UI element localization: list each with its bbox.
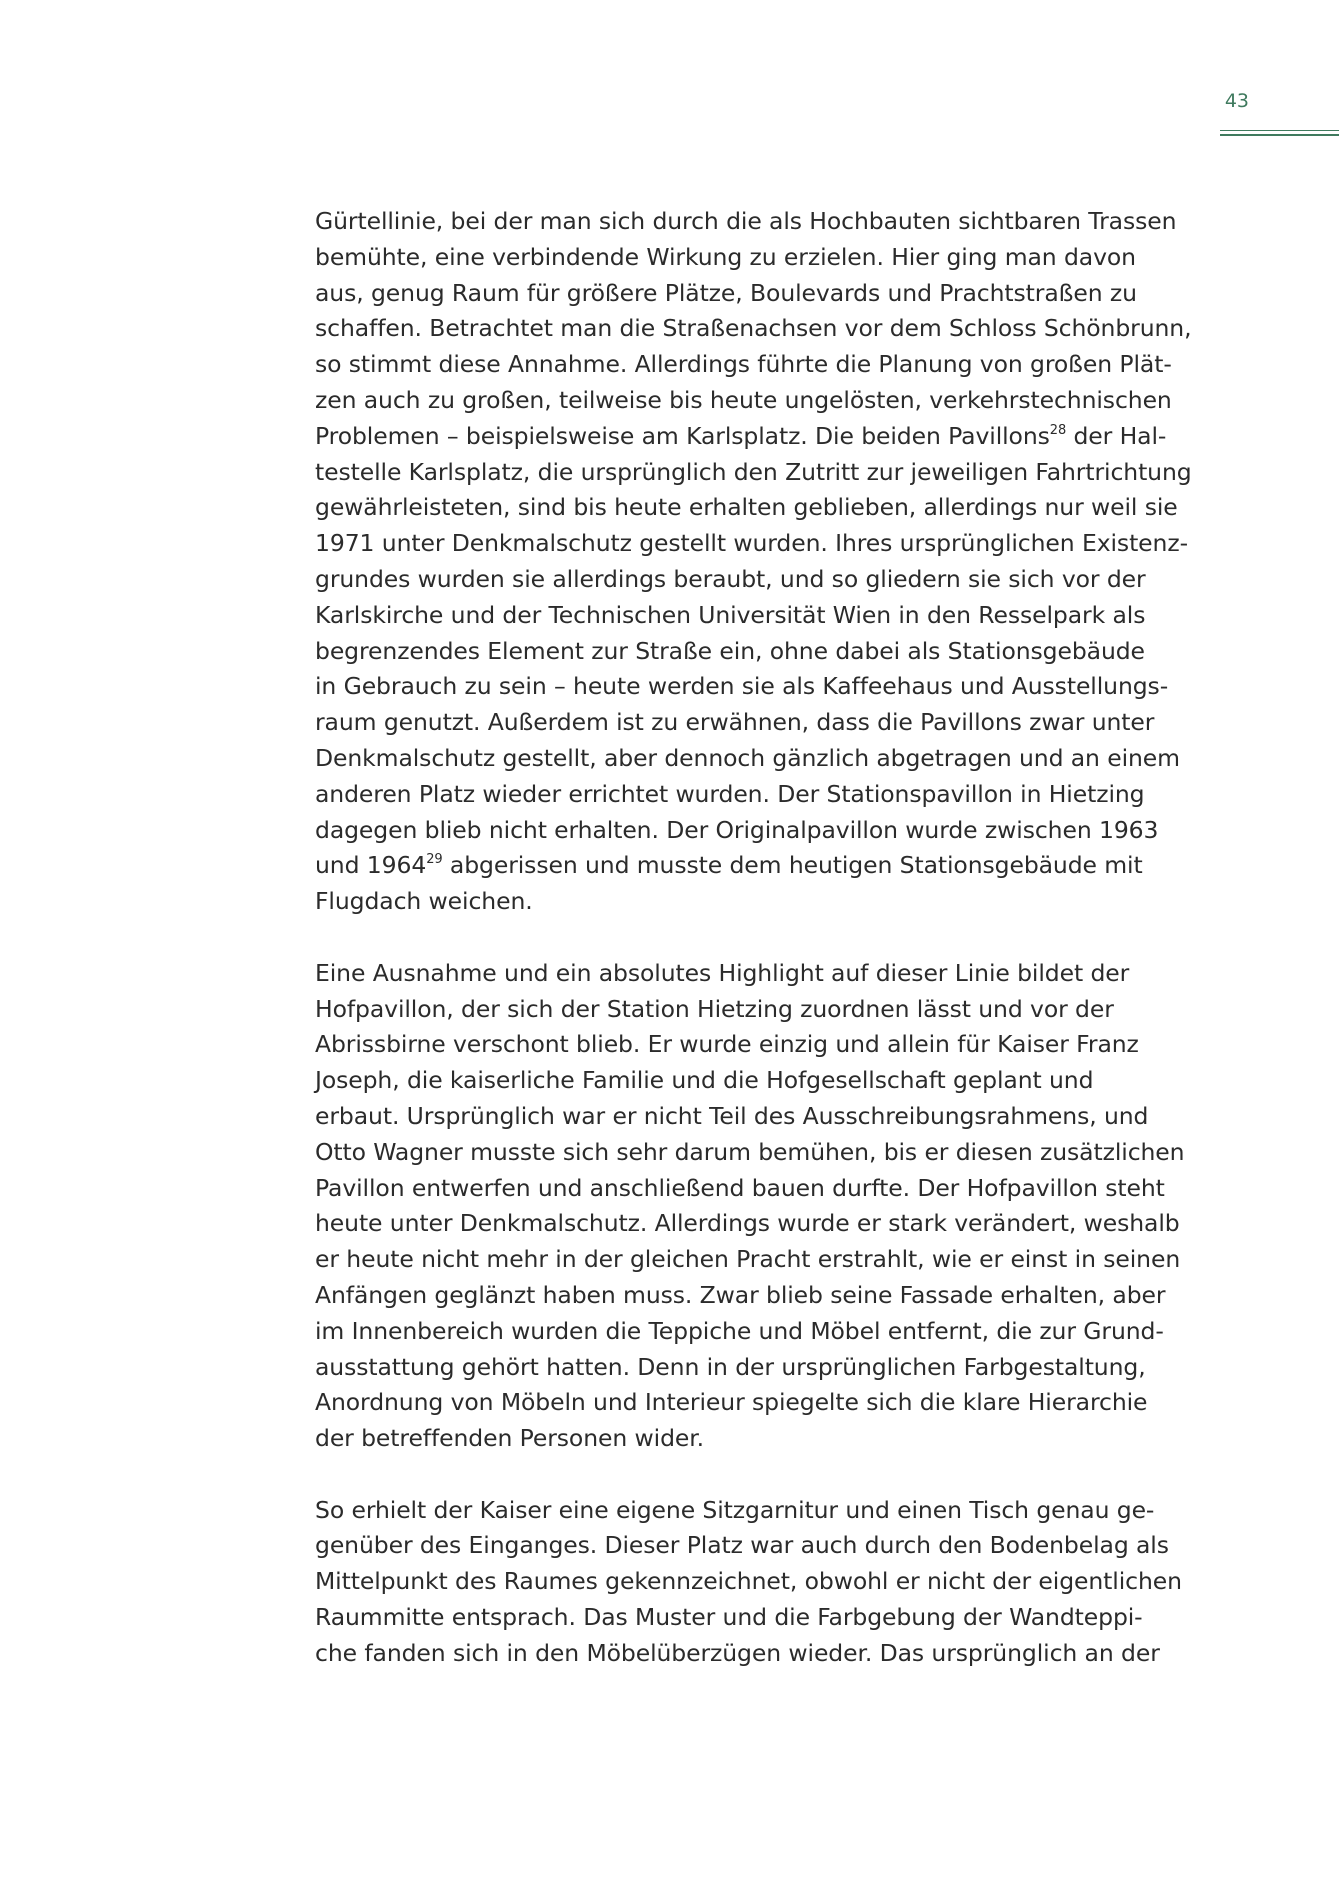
text-line	[315, 1350, 1205, 1386]
text-run: bemühte, eine verbindende Wirkung zu erzielen. Hier ging man davon	[315, 242, 1136, 271]
text-line	[315, 490, 1205, 526]
text-run: Pavillon entwerfen und anschließend bauen durfte. Der Hofpavillon steht	[315, 1173, 1165, 1202]
text-run: ausstattung gehört hatten. Denn in der ursprünglichen Farbgestaltung,	[315, 1352, 1146, 1381]
text-run: der Hal-	[1066, 421, 1167, 450]
text-run: Eine Ausnahme und ein absolutes Highlight auf dieser Linie bildet der	[315, 958, 1130, 987]
text-line	[315, 1493, 1205, 1529]
page-number: 43	[1224, 90, 1249, 112]
body-text	[315, 204, 1205, 1707]
text-run: Denkmalschutz gestellt, aber dennoch gänzlich abgetragen und an einem	[315, 743, 1180, 772]
text-run: che fanden sich in den Möbelüberzügen wieder. Das ursprünglich an der	[315, 1638, 1160, 1667]
text-run: Raummitte entsprach. Das Muster und die Farbgebung der Wandteppi-	[315, 1603, 1143, 1632]
paragraph	[315, 204, 1205, 920]
text-run: Problemen – beispielsweise am Karlsplatz. Die beiden Pavillons	[315, 421, 1050, 450]
text-line	[315, 1528, 1205, 1564]
text-run: so stimmt diese Annahme. Allerdings führte die Planung von großen Plät-	[315, 350, 1172, 379]
header-rule-thin	[1220, 130, 1339, 131]
text-line	[315, 276, 1205, 312]
text-line	[315, 705, 1205, 741]
text-line	[315, 813, 1205, 849]
text-run: abgerissen und musste dem heutigen Stationsgebäude mit	[442, 851, 1143, 880]
footnote-marker: 29	[426, 852, 443, 868]
text-run: aus, genug Raum für größere Plätze, Boulevards und Prachtstraßen zu	[315, 278, 1137, 307]
text-run: im Innenbereich wurden die Teppiche und Möbel entfernt, die zur Grund-	[315, 1316, 1164, 1345]
text-line	[315, 669, 1205, 705]
paragraph	[315, 1493, 1205, 1672]
text-run: Anordnung von Möbeln und Interieur spiegelte sich die klare Hierarchie	[315, 1388, 1148, 1417]
text-line	[315, 1421, 1205, 1457]
text-line	[315, 1099, 1205, 1135]
text-run: der betreffenden Personen wider.	[315, 1424, 705, 1453]
text-line	[315, 777, 1205, 813]
text-run: begrenzendes Element zur Straße ein, ohne dabei als Stationsgebäude	[315, 636, 1145, 665]
text-line	[315, 956, 1205, 992]
text-line	[315, 598, 1205, 634]
text-run: in Gebrauch zu sein – heute werden sie als Kaffeehaus und Ausstellungs-	[315, 672, 1169, 701]
text-line	[315, 1135, 1205, 1171]
text-run: Abrissbirne verschont blieb. Er wurde einzig und allein für Kaiser Franz	[315, 1030, 1139, 1059]
text-line	[315, 634, 1205, 670]
text-line	[315, 1278, 1205, 1314]
text-run: zen auch zu großen, teilweise bis heute ungelösten, verkehrstechnischen	[315, 385, 1172, 414]
text-run: Hofpavillon, der sich der Station Hietzing zuordnen lässt und vor der	[315, 994, 1114, 1023]
text-run: heute unter Denkmalschutz. Allerdings wurde er stark verändert, weshalb	[315, 1209, 1180, 1238]
text-line	[315, 1385, 1205, 1421]
text-run: dagegen blieb nicht erhalten. Der Originalpavillon wurde zwischen 1963	[315, 815, 1159, 844]
text-run: gewährleisteten, sind bis heute erhalten geblieben, allerdings nur weil sie	[315, 493, 1178, 522]
text-line	[315, 1027, 1205, 1063]
text-run: er heute nicht mehr in der gleichen Pracht erstrahlt, wie er einst in seinen	[315, 1245, 1181, 1274]
text-line	[315, 1242, 1205, 1278]
text-run: Otto Wagner musste sich sehr darum bemühen, bis er diesen zusätzlichen	[315, 1137, 1185, 1166]
text-line	[315, 992, 1205, 1028]
text-line	[315, 1600, 1205, 1636]
text-run: genüber des Einganges. Dieser Platz war auch durch den Bodenbelag als	[315, 1531, 1169, 1560]
text-run: Joseph, die kaiserliche Familie und die Hofgesellschaft geplant und	[315, 1066, 1094, 1095]
text-line	[315, 240, 1205, 276]
text-run: und 1964	[315, 851, 427, 880]
text-line	[315, 1171, 1205, 1207]
text-run: Gürtellinie, bei der man sich durch die als Hochbauten sichtbaren Trassen	[315, 207, 1177, 235]
text-line	[315, 419, 1205, 455]
text-line	[315, 1636, 1205, 1672]
text-run: grundes wurden sie allerdings beraubt, und so gliedern sie sich vor der	[315, 564, 1146, 593]
text-line	[315, 1314, 1205, 1350]
text-line	[315, 884, 1205, 920]
text-run: Karlskirche und der Technischen Universität Wien in den Resselpark als	[315, 600, 1146, 629]
text-line	[315, 1564, 1205, 1600]
text-line	[315, 311, 1205, 347]
text-run: erbaut. Ursprünglich war er nicht Teil des Ausschreibungsrahmens, und	[315, 1101, 1149, 1130]
text-run: raum genutzt. Außerdem ist zu erwähnen, dass die Pavillons zwar unter	[315, 708, 1155, 737]
text-run: schaffen. Betrachtet man die Straßenachsen vor dem Schloss Schönbrunn,	[315, 314, 1192, 343]
text-line	[315, 1206, 1205, 1242]
text-run: 1971 unter Denkmalschutz gestellt wurden. Ihres ursprünglichen Existenz-	[315, 529, 1188, 558]
text-line	[315, 848, 1205, 884]
text-run: Flugdach weichen.	[315, 887, 533, 916]
text-run: Mittelpunkt des Raumes gekennzeichnet, obwohl er nicht der eigentlichen	[315, 1567, 1182, 1596]
text-line	[315, 347, 1205, 383]
text-line	[315, 562, 1205, 598]
text-run: So erhielt der Kaiser eine eigene Sitzgarnitur und einen Tisch genau ge-	[315, 1495, 1155, 1524]
text-line	[315, 1063, 1205, 1099]
header-rule-thick	[1220, 134, 1339, 136]
text-line	[315, 204, 1205, 240]
text-line	[315, 526, 1205, 562]
text-run: anderen Platz wieder errichtet wurden. Der Stationspavillon in Hietzing	[315, 779, 1145, 808]
text-line	[315, 455, 1205, 491]
text-run: testelle Karlsplatz, die ursprünglich den Zutritt zur jeweiligen Fahrtrichtung	[315, 457, 1192, 486]
text-line	[315, 383, 1205, 419]
text-run: Anfängen geglänzt haben muss. Zwar blieb seine Fassade erhalten, aber	[315, 1280, 1166, 1309]
paragraph	[315, 956, 1205, 1457]
text-line	[315, 741, 1205, 777]
footnote-marker: 28	[1049, 422, 1067, 438]
